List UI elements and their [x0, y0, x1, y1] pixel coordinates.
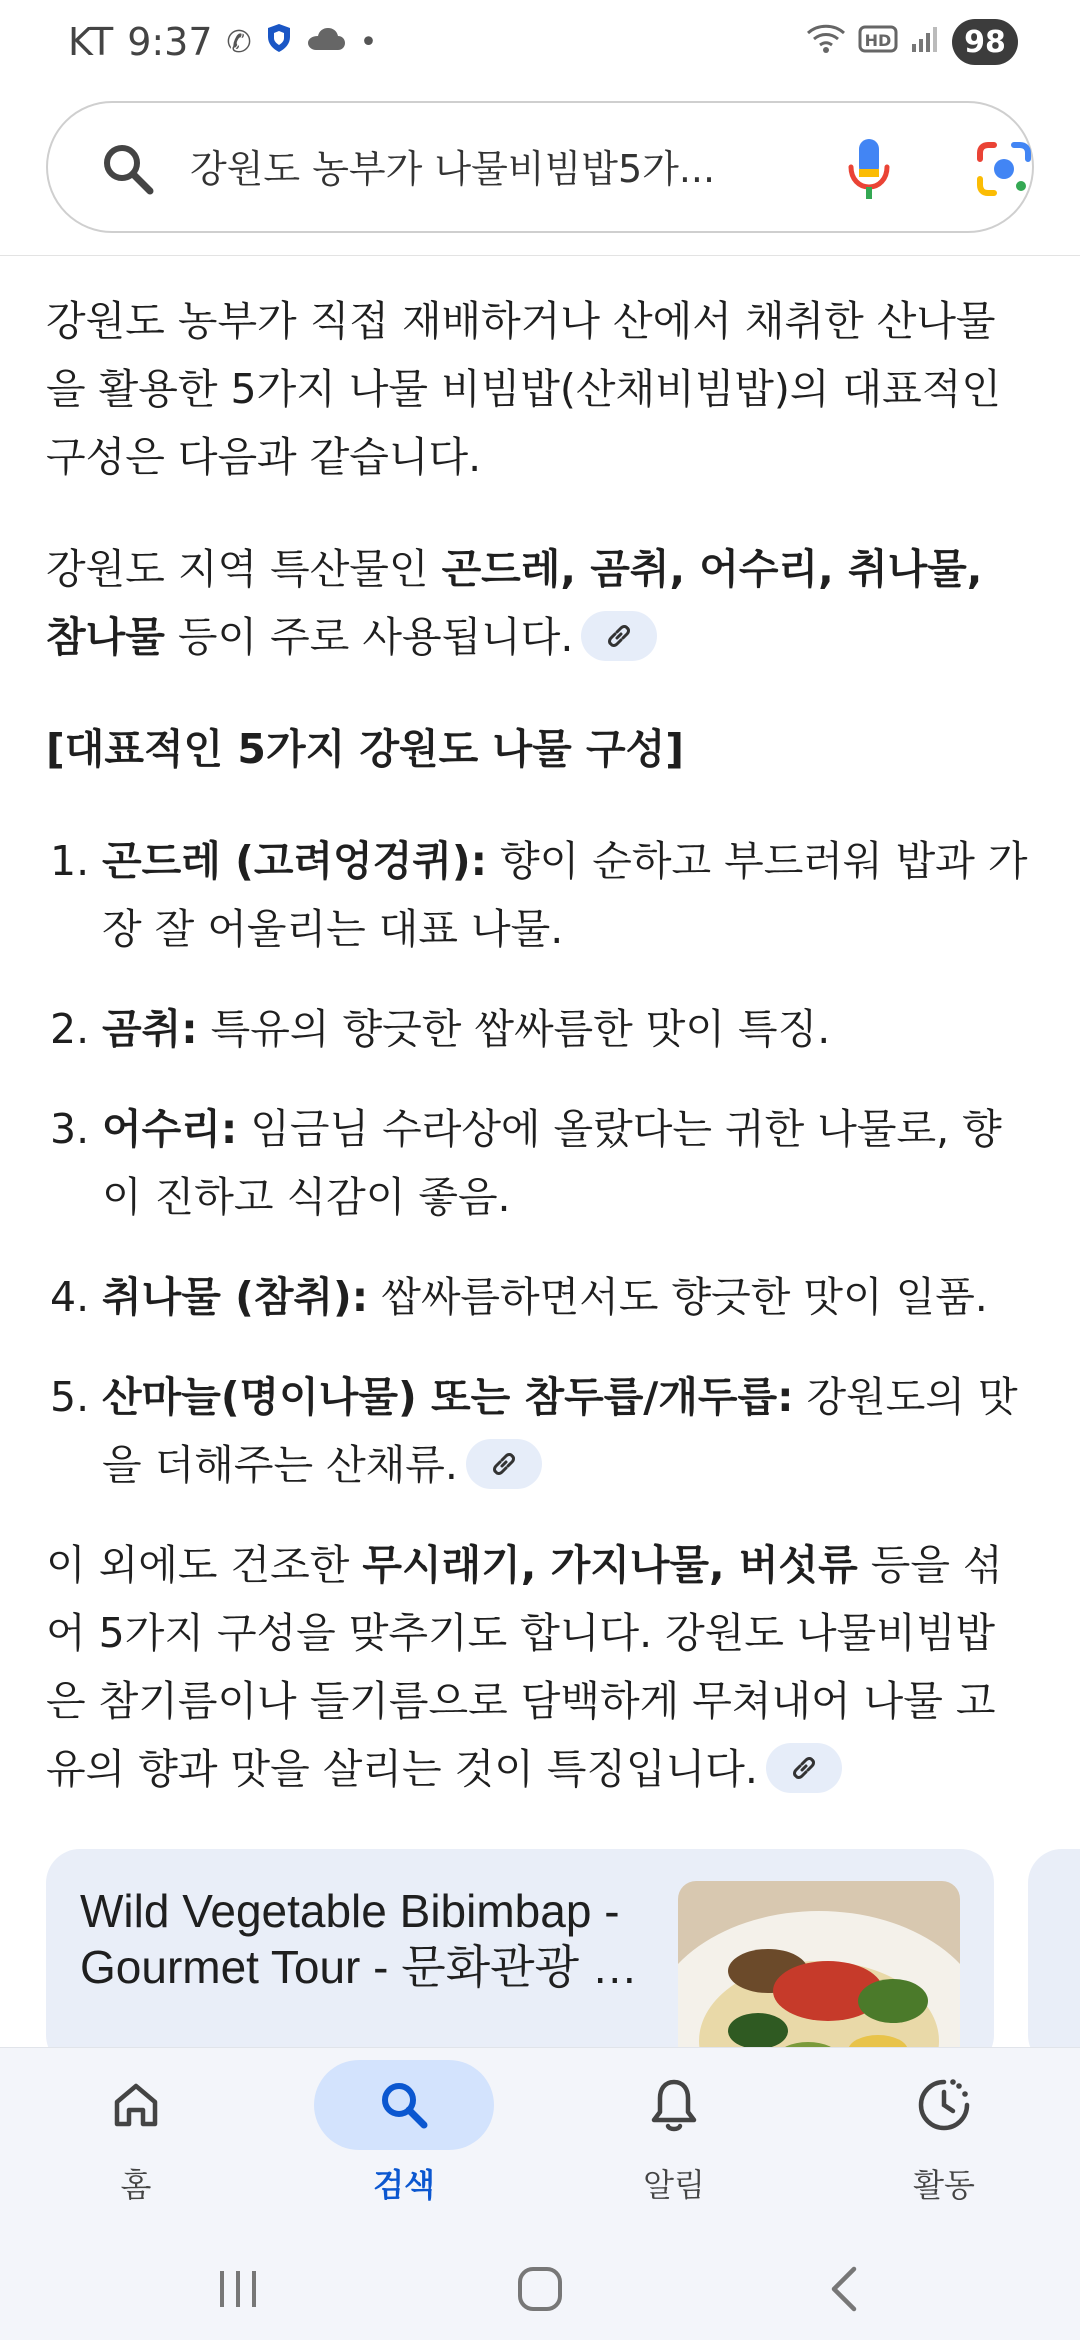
list-item-desc: 쌉싸름하면서도 향긋한 맛이 일품.	[368, 1273, 988, 1321]
outro-suffix: 등을 섞어 5가지 구성을 맞추기도 합니다. 강원도 나물비빔밥은 참기름이나 들기름으로 담백하게 무쳐내어 나물 고유의 향과 맛을 살리는 것이 특징입니다.	[46, 1541, 1003, 1793]
source-card-next[interactable]	[1028, 1849, 1080, 2047]
bibimbap-thumbnail	[678, 1881, 960, 2047]
list-number: 2.	[50, 1005, 90, 1053]
search-box[interactable]	[46, 101, 1034, 233]
status-left	[68, 20, 377, 64]
nav-notifications-label: 알림	[643, 2166, 705, 2204]
lens-camera-icon[interactable]	[974, 139, 1034, 199]
bottom-nav	[0, 2047, 1080, 2227]
nav-home-icon-wrap	[46, 2060, 226, 2150]
list-item-title: 취나물 (참취):	[102, 1273, 369, 1321]
list-item-title: 어수리:	[102, 1105, 238, 1153]
source-cards	[46, 1849, 1034, 2047]
list-item	[46, 995, 1034, 1063]
list-item-desc: 향이 순하고 부드러워 밥과 가장 잘 어울리는 대표 나물.	[102, 837, 1028, 953]
source-link-chip[interactable]	[581, 611, 657, 661]
list-item-title: 곰취:	[102, 1005, 198, 1053]
source-card-title: Wild Vegetable Bibimbap - Gourmet Tour - 문화관광 …	[80, 1885, 638, 1993]
outro-bold: 무시래기, 가지나물, 버섯류	[362, 1541, 858, 1589]
notification-dot-icon: •	[359, 24, 378, 60]
cloud-icon	[306, 25, 346, 60]
nav-search-label: 검색	[373, 2166, 435, 2204]
battery-indicator: 98	[952, 19, 1018, 65]
list-item	[46, 827, 1034, 963]
mic-icon[interactable]	[846, 135, 892, 205]
recent-apps-icon[interactable]	[214, 2267, 262, 2311]
shield-icon	[266, 23, 292, 61]
nav-activity-label: 활동	[913, 2166, 975, 2204]
source-link-chip[interactable]	[766, 1743, 842, 1793]
call-icon: ✆	[226, 24, 252, 60]
system-nav-bar	[0, 2227, 1080, 2340]
search-icon[interactable]	[98, 139, 158, 199]
nav-home-label: 홈	[120, 2166, 152, 2204]
list-item-desc: 강원도의 맛을 더해주는 산채류.	[102, 1373, 1018, 1489]
source-card[interactable]	[46, 1849, 994, 2047]
bell-icon	[647, 2076, 701, 2134]
link-icon	[489, 1449, 519, 1479]
svg-text:HD: HD	[864, 30, 892, 50]
search-header	[0, 84, 1080, 256]
list-item	[46, 1095, 1034, 1231]
clock: 9:37	[127, 20, 213, 64]
nav-activity[interactable]	[844, 2048, 1044, 2228]
home-icon	[109, 2078, 163, 2132]
wifi-icon	[806, 23, 846, 62]
region-prefix: 강원도 지역 특산물인	[46, 545, 442, 593]
home-button-icon[interactable]	[516, 2265, 564, 2313]
outro-paragraph	[46, 1531, 1034, 1803]
link-icon	[789, 1753, 819, 1783]
signal-icon	[910, 24, 940, 61]
region-paragraph	[46, 535, 1034, 671]
nav-home[interactable]	[36, 2048, 236, 2228]
list-number: 5.	[50, 1373, 90, 1421]
activity-icon	[915, 2076, 973, 2134]
nabmul-list	[46, 827, 1034, 1499]
status-right	[806, 19, 1018, 65]
section-heading: [대표적인 5가지 강원도 나물 구성]	[46, 725, 684, 773]
region-suffix: 등이 주로 사용됩니다.	[164, 613, 574, 661]
intro-paragraph: 강원도 농부가 직접 재배하거나 산에서 채취한 산나물을 활용한 5가지 나물 비빔밥(산채비빔밥)의 대표적인 구성은 다음과 같습니다.	[46, 297, 1001, 481]
list-number: 3.	[50, 1105, 90, 1153]
list-item-title: 곤드레 (고려엉겅퀴):	[102, 837, 487, 885]
nav-notifications-icon-wrap	[584, 2060, 764, 2150]
ai-overview-content	[0, 257, 1080, 2047]
outro-prefix: 이 외에도 건조한	[46, 1541, 363, 1589]
nav-search[interactable]	[304, 2048, 504, 2228]
list-item-title: 산마늘(명이나물) 또는 참두릅/개두릅:	[102, 1373, 794, 1421]
list-number: 4.	[50, 1273, 90, 1321]
list-item	[46, 1263, 1034, 1331]
list-item-desc: 특유의 향긋한 쌉싸름한 맛이 특징.	[197, 1005, 831, 1053]
search-icon	[376, 2077, 432, 2133]
source-link-chip[interactable]	[466, 1439, 542, 1489]
carrier-label: KT	[68, 20, 114, 64]
list-item-desc: 임금님 수라상에 올랐다는 귀한 나물로, 향이 진하고 식감이 좋음.	[102, 1105, 1002, 1221]
hd-icon	[858, 24, 898, 61]
list-item	[46, 1363, 1034, 1499]
back-icon[interactable]	[826, 2265, 862, 2313]
link-icon	[604, 621, 634, 651]
nav-search-icon-wrap	[314, 2060, 494, 2150]
region-bold: 곤드레, 곰취, 어수리, 취나물, 참나물	[46, 545, 983, 661]
status-bar	[0, 0, 1080, 84]
list-number: 1.	[50, 837, 90, 885]
nav-activity-icon-wrap	[854, 2060, 1034, 2150]
nav-notifications[interactable]	[574, 2048, 774, 2228]
search-input[interactable]: 강원도 농부가 나물비빔밥5가...	[190, 147, 716, 191]
